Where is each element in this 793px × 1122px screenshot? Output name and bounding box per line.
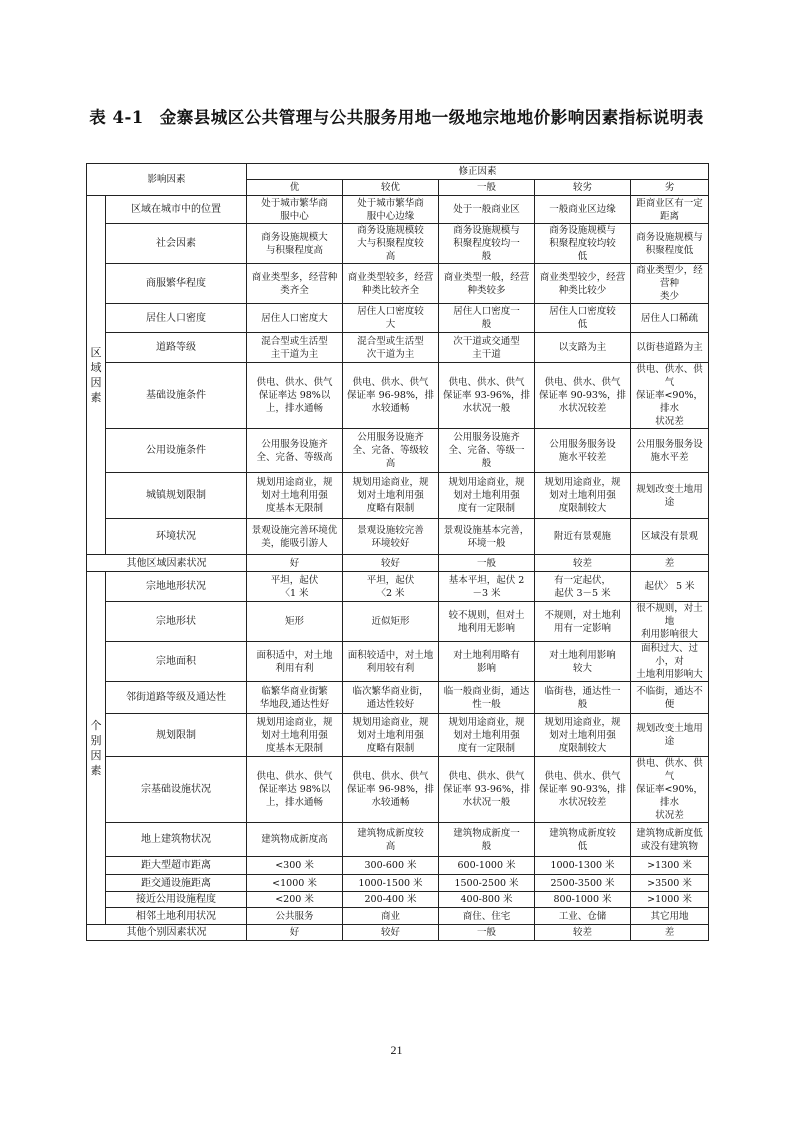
grade-cell: 较好 — [343, 925, 439, 941]
header-row-1 — [87, 164, 709, 180]
grade-cell: 处于城市繁华商 服中心 — [247, 196, 343, 224]
grade-cell: <200 米 — [247, 892, 343, 908]
factor-label: 社会因素 — [106, 224, 247, 264]
factor-table — [86, 163, 709, 941]
grade-cell: 次干道或交通型 主干道 — [439, 333, 535, 363]
grade-cell: 区域没有景观 — [631, 519, 709, 555]
factor-label: 相邻土地利用状况 — [106, 908, 247, 925]
grade-cell: 商务设施规模大 与积聚程度高 — [247, 224, 343, 264]
regional-category-label: 区 域 因 素 — [87, 196, 106, 555]
grade-cell: 规划用途商业，规 划对土地利用强 度有一定限制 — [439, 473, 535, 519]
grade-cell: 其它用地 — [631, 908, 709, 925]
table-row — [87, 925, 709, 941]
factor-label: 区域在城市中的位置 — [106, 196, 247, 224]
table-row — [87, 642, 709, 682]
grade-cell: 平坦，起伏 〈1 米 — [247, 572, 343, 602]
grade-cell: 景观设施完善环境优 美，能吸引游人 — [247, 519, 343, 555]
grade-cell: 起伏〉 5 米 — [631, 572, 709, 602]
grade-cell: 较不规则，但对土 地利用无影响 — [439, 602, 535, 642]
grade-header: 较优 — [343, 180, 439, 196]
grade-header: 较劣 — [535, 180, 631, 196]
grade-cell: 建筑物成新度低 或没有建筑物 — [631, 823, 709, 857]
factor-label: 基础设施条件 — [106, 363, 247, 429]
factor-label: 环境状况 — [106, 519, 247, 555]
grade-cell: 供电、供水、供气 保证率达 98%以 上，排水通畅 — [247, 757, 343, 823]
individual-category-label: 个 别 因 素 — [87, 572, 106, 925]
factor-label: 宗地地形状况 — [106, 572, 247, 602]
table-row — [87, 682, 709, 714]
grade-cell: 景观设施基本完善， 环境一般 — [439, 519, 535, 555]
table-row — [87, 224, 709, 264]
grade-cell: 差 — [631, 925, 709, 941]
factor-label: 居住人口密度 — [106, 304, 247, 333]
factor-label: 公用设施条件 — [106, 429, 247, 473]
factor-label: 其他个别因素状况 — [87, 925, 247, 941]
table-row — [87, 363, 709, 429]
grade-cell: 居住人口密度大 — [247, 304, 343, 333]
grade-cell: 供电、供水、供气 保证率<90%，排水 状况差 — [631, 363, 709, 429]
table-title — [0, 104, 793, 128]
table-row — [87, 875, 709, 892]
factor-label: 规划限制 — [106, 714, 247, 757]
factor-label: 接近公用设施程度 — [106, 892, 247, 908]
grade-cell: 规划用途商业，规 划对土地利用强 度基本无限制 — [247, 714, 343, 757]
factor-label: 宗基础设施状况 — [106, 757, 247, 823]
grade-cell: 供电、供水、供气 保证率 96-98%，排 水较通畅 — [343, 363, 439, 429]
grade-cell: 处于一般商业区 — [439, 196, 535, 224]
grade-cell: >1300 米 — [631, 857, 709, 875]
table-row — [87, 264, 709, 304]
grade-cell: 居住人口密度一 般 — [439, 304, 535, 333]
grade-cell: 公用服务服务设 施水平较差 — [535, 429, 631, 473]
grade-cell: 公用服务服务设 施水平差 — [631, 429, 709, 473]
grade-cell: 供电、供水、供气 保证率达 98%以 上，排水通畅 — [247, 363, 343, 429]
grade-cell: 对土地利用略有 影响 — [439, 642, 535, 682]
grade-cell: <300 米 — [247, 857, 343, 875]
grade-cell: 2500-3500 米 — [535, 875, 631, 892]
grade-cell: 近似矩形 — [343, 602, 439, 642]
table-row — [87, 857, 709, 875]
grade-cell: 公用服务设施齐 全、完备、等级高 — [247, 429, 343, 473]
grade-cell: 临一般商业街，通达 性一般 — [439, 682, 535, 714]
grade-cell: >1000 米 — [631, 892, 709, 908]
grade-cell: 1000-1300 米 — [535, 857, 631, 875]
grade-cell: 600-1000 米 — [439, 857, 535, 875]
page-number: 21 — [390, 1043, 403, 1057]
grade-cell: 1000-1500 米 — [343, 875, 439, 892]
grade-cell: 一般 — [439, 925, 535, 941]
grade-cell: 处于城市繁华商 服中心边缘 — [343, 196, 439, 224]
factor-label: 道路等级 — [106, 333, 247, 363]
factor-label: 城镇规划限制 — [106, 473, 247, 519]
grade-cell: 混合型或生活型 次干道为主 — [343, 333, 439, 363]
grade-cell: 商务设施规模与 积聚程度较均一 般 — [439, 224, 535, 264]
grade-cell: 规划用途商业，规 划对土地利用强 度有一定限制 — [439, 714, 535, 757]
grade-cell: <1000 米 — [247, 875, 343, 892]
grade-cell: 景观设施较完善 环境较好 — [343, 519, 439, 555]
table-row — [87, 823, 709, 857]
factor-label: 距交通设施距离 — [106, 875, 247, 892]
grade-cell: 矩形 — [247, 602, 343, 642]
table-row — [87, 555, 709, 572]
grade-cell: 商业类型较多，经营 种类比较齐全 — [343, 264, 439, 304]
grade-cell: 商业类型较少，经营 种类比较少 — [535, 264, 631, 304]
grade-header: 一般 — [439, 180, 535, 196]
grade-cell: 不临街，通达不便 — [631, 682, 709, 714]
grade-cell: 规划用途商业，规 划对土地利用强 度基本无限制 — [247, 473, 343, 519]
grade-cell: 供电、供水、供气 保证率 90-93%，排 水状况较差 — [535, 757, 631, 823]
grade-cell: 一般商业区边缘 — [535, 196, 631, 224]
table-row — [87, 429, 709, 473]
header-correction: 修正因素 — [247, 164, 709, 180]
grade-cell: 300-600 米 — [343, 857, 439, 875]
grade-cell: 面积适中，对土地 利用有利 — [247, 642, 343, 682]
grade-cell: 200-400 米 — [343, 892, 439, 908]
factor-label: 其他区域因素状况 — [87, 555, 247, 572]
grade-header: 劣 — [631, 180, 709, 196]
grade-cell: 混合型或生活型 主干道为主 — [247, 333, 343, 363]
factor-label: 邻街道路等级及通达性 — [106, 682, 247, 714]
grade-cell: 规划改变土地用 途 — [631, 473, 709, 519]
grade-cell: 供电、供水、供气 保证率<90%，排水 状况差 — [631, 757, 709, 823]
header-factor: 影响因素 — [87, 164, 247, 196]
grade-cell: 1500-2500 米 — [439, 875, 535, 892]
grade-cell: 距商业区有一定 距离 — [631, 196, 709, 224]
grade-cell: 以支路为主 — [535, 333, 631, 363]
table-row — [87, 304, 709, 333]
grade-cell: 工业、仓储 — [535, 908, 631, 925]
grade-cell: 居住人口密度较 低 — [535, 304, 631, 333]
table-row — [87, 519, 709, 555]
grade-cell: 一般 — [439, 555, 535, 572]
table-row — [87, 908, 709, 925]
factor-label: 距大型超市距离 — [106, 857, 247, 875]
grade-cell: 商业 — [343, 908, 439, 925]
grade-cell: 建筑物成新度高 — [247, 823, 343, 857]
grade-cell: 公共服务 — [247, 908, 343, 925]
table-row — [87, 602, 709, 642]
grade-cell: 以街巷道路为主 — [631, 333, 709, 363]
table-row — [87, 572, 709, 602]
grade-cell: 规划改变土地用 途 — [631, 714, 709, 757]
grade-cell: 很不规则，对土地 利用影响很大 — [631, 602, 709, 642]
grade-cell: 居住人口密度较 大 — [343, 304, 439, 333]
grade-cell: 公用服务设施齐 全、完备、等级一 般 — [439, 429, 535, 473]
factor-label: 宗地形状 — [106, 602, 247, 642]
grade-cell: 400-800 米 — [439, 892, 535, 908]
grade-cell: 供电、供水、供气 保证率 90-93%，排 水状况较差 — [535, 363, 631, 429]
table-title-text: 金寨县城区公共管理与公共服务用地一级地宗地地价影响因素指标说明表 — [159, 108, 704, 127]
grade-cell: 面积过大、过小，对 土地利用影响大 — [631, 642, 709, 682]
grade-cell: 临街巷，通达性一 般 — [535, 682, 631, 714]
grade-cell: >3500 米 — [631, 875, 709, 892]
grade-cell: 建筑物成新度一 般 — [439, 823, 535, 857]
grade-cell: 附近有景观施 — [535, 519, 631, 555]
table-row — [87, 473, 709, 519]
grade-cell: 基本平坦，起伏 2 －3 米 — [439, 572, 535, 602]
grade-cell: 平坦，起伏 〈2 米 — [343, 572, 439, 602]
grade-cell: 临次繁华商业街， 通达性较好 — [343, 682, 439, 714]
factor-label: 宗地面积 — [106, 642, 247, 682]
grade-cell: 居住人口稀疏 — [631, 304, 709, 333]
grade-cell: 临繁华商业街繁 华地段,通达性好 — [247, 682, 343, 714]
grade-cell: 差 — [631, 555, 709, 572]
table-row — [87, 757, 709, 823]
grade-cell: 供电、供水、供气 保证率 93-96%，排 水状况一般 — [439, 363, 535, 429]
grade-cell: 供电、供水、供气 保证率 93-96%，排 水状况一般 — [439, 757, 535, 823]
grade-header: 优 — [247, 180, 343, 196]
grade-cell: 好 — [247, 555, 343, 572]
grade-cell: 规划用途商业，规 划对土地利用强 度限制较大 — [535, 473, 631, 519]
grade-cell: 对土地利用影响 较大 — [535, 642, 631, 682]
grade-cell: 800-1000 米 — [535, 892, 631, 908]
grade-cell: 建筑物成新度较 低 — [535, 823, 631, 857]
grade-cell: 规划用途商业，规 划对土地利用强 度略有限制 — [343, 714, 439, 757]
table-row — [87, 892, 709, 908]
grade-cell: 商务设施规模较 大与积聚程度较 高 — [343, 224, 439, 264]
grade-cell: 商业类型少，经营种 类少 — [631, 264, 709, 304]
grade-cell: 较差 — [535, 555, 631, 572]
grade-cell: 面积较适中，对土地 利用较有利 — [343, 642, 439, 682]
grade-cell: 建筑物成新度较 高 — [343, 823, 439, 857]
grade-cell: 商业类型多，经营种 类齐全 — [247, 264, 343, 304]
grade-cell: 公用服务设施齐 全、完备、等级较 高 — [343, 429, 439, 473]
grade-cell: 规划用途商业，规 划对土地利用强 度限制较大 — [535, 714, 631, 757]
grade-cell: 规划用途商业，规 划对土地利用强 度略有限制 — [343, 473, 439, 519]
factor-label: 商服繁华程度 — [106, 264, 247, 304]
factor-label: 地上建筑物状况 — [106, 823, 247, 857]
grade-cell: 商务设施规模与 积聚程度较均较 低 — [535, 224, 631, 264]
grade-cell: 较差 — [535, 925, 631, 941]
grade-cell: 好 — [247, 925, 343, 941]
table-row — [87, 196, 709, 224]
grade-cell: 不规则，对土地利 用有一定影响 — [535, 602, 631, 642]
table-number: 表 4-1 — [89, 108, 144, 127]
grade-cell: 商务设施规模与 积聚程度低 — [631, 224, 709, 264]
grade-cell: 商住、住宅 — [439, 908, 535, 925]
grade-cell: 较好 — [343, 555, 439, 572]
grade-cell: 供电、供水、供气 保证率 96-98%，排 水较通畅 — [343, 757, 439, 823]
grade-cell: 商业类型一般，经营 种类较多 — [439, 264, 535, 304]
table-row — [87, 714, 709, 757]
table-row — [87, 333, 709, 363]
grade-cell: 有一定起伏， 起伏 3－5 米 — [535, 572, 631, 602]
